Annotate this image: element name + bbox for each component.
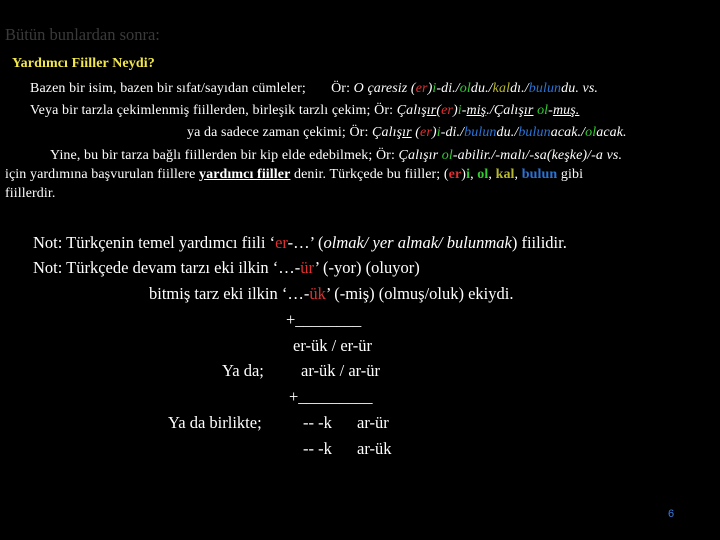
line4-text: Yine, bu bir tarza bağlı fiillerden bir kip elde edebilmek;	[50, 148, 373, 163]
line2-text: Veya bir tarzla çekimlenmiş fiillerden, birleşik tarzlı çekim;	[30, 103, 371, 118]
paragraph-line-5: için yardımına başvurulan fiillere yardımcı fiiller denir. Türkçede bu fiiller; (er)i, ol, kal, bulun gibi	[5, 167, 584, 182]
plus-line-1: +________	[286, 310, 362, 329]
note-1: Not: Türkçenin temel yardımcı fiili ‘er-…’ (olmak/ yer almak/ bulunmak) fiilidir.	[33, 233, 567, 252]
faded-heading: Bütün bunlardan sonra:	[5, 25, 160, 44]
page-number: 6	[668, 508, 675, 520]
note-2: Not: Türkçede devam tarzı eki ilkin ‘…-ür’ (-yor) (oluyor)	[33, 258, 420, 277]
plus-line-2: +_________	[289, 387, 373, 406]
line3-example-label: Ör:	[349, 125, 369, 140]
paragraph-line-2	[30, 103, 579, 119]
paragraph-line-6: fiillerdir.	[5, 186, 56, 201]
line1-text: Bazen bir isim, bazen bir sıfat/sayıdan cümleler;	[30, 81, 306, 96]
paragraph-line-3	[187, 125, 627, 141]
line2-example-label: Ör:	[374, 103, 394, 118]
paragraph-line-4	[50, 148, 622, 164]
paragraph-line-1	[30, 81, 598, 97]
formula-row-2-right: ar-ük	[357, 439, 392, 458]
note-3: bitmiş tarz eki ilkin ‘…-ük’ (-miş) (olmuş/oluk) ekiydi.	[149, 284, 514, 303]
formula-er-uk-er-ur: er-ük / er-ür	[293, 336, 373, 355]
line4-example-label: Ör:	[375, 148, 395, 163]
ya-da-label: Ya da;	[222, 361, 264, 380]
line2-example: Çalışır(er)i-miş./Çalışır ol-muş.	[396, 103, 580, 118]
formula-row-2-left: -- -k	[303, 439, 332, 458]
term-yardimci-fiiller: yardımcı fiiller	[199, 167, 291, 182]
formula-row-1-left: -- -k	[303, 413, 332, 432]
ya-da-birlikte-label: Ya da birlikte;	[168, 413, 262, 432]
line4-example: Çalışır ol-abilir./-malı/-sa(keşke)/-a vs.	[398, 148, 623, 163]
formula-ar-uk-ar-ur: ar-ük / ar-ür	[301, 361, 381, 380]
formula-row-1-right: ar-ür	[357, 413, 389, 432]
line1-example-label: Ör:	[331, 81, 351, 96]
line1-example: O çaresiz (er)i-di./oldu./kaldı./bulundu. vs.	[353, 81, 599, 96]
line3-example: Çalışır (er)i-di./bulundu./bulunacak./olacak.	[372, 125, 627, 140]
line3-text: ya da sadece zaman çekimi;	[187, 125, 346, 140]
slide-title: Yardımcı Fiiller Neydi?	[12, 56, 155, 71]
